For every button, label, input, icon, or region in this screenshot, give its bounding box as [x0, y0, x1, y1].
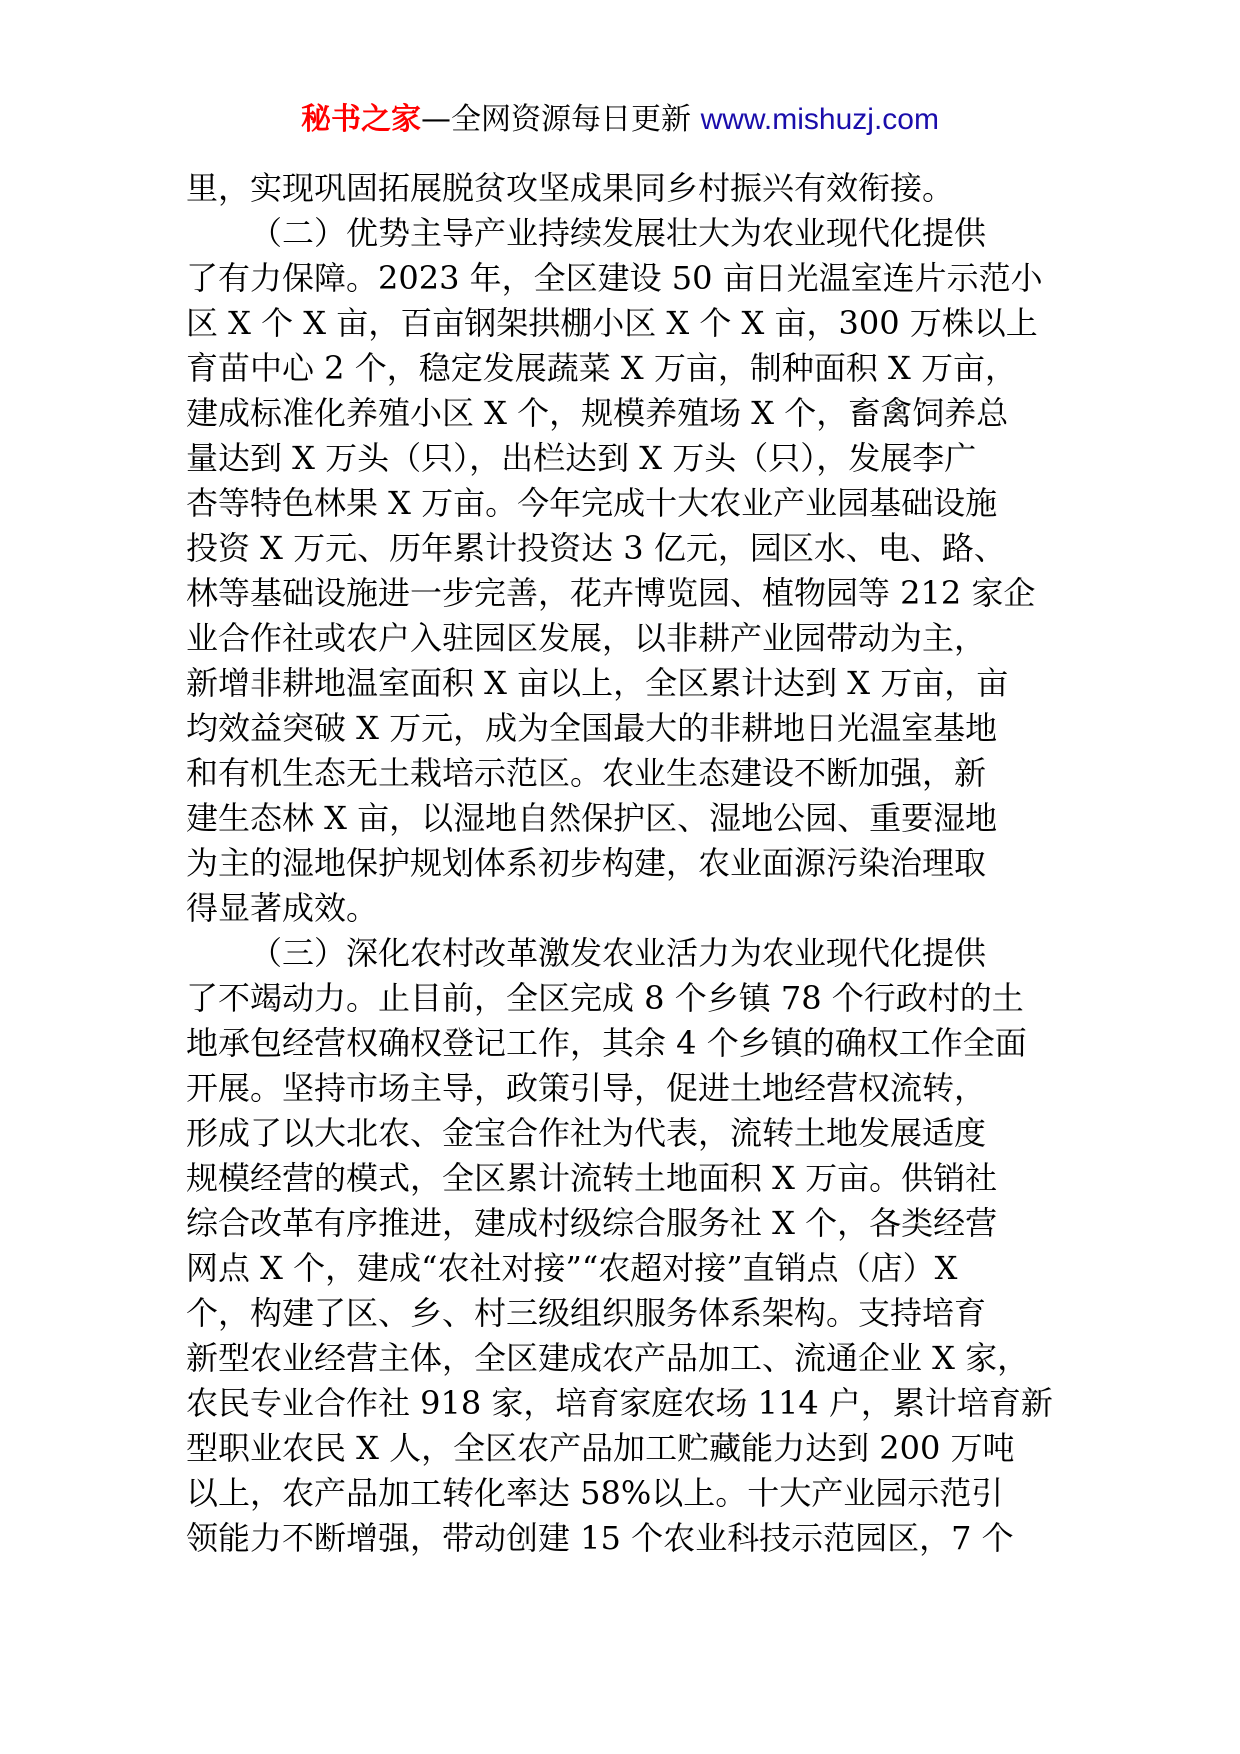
site-header	[0, 100, 1240, 140]
text-line: 杏等特色林果 X 万亩。今年完成十大农业产业园基础设施	[186, 484, 998, 522]
text-line: 形成了以大北农、金宝合作社为代表，流转土地发展适度	[186, 1114, 987, 1152]
text-line: 开展。坚持市场主导，政策引导，促进土地经营权流转，	[186, 1069, 987, 1107]
text-line: 地承包经营权确权登记工作，其余 4 个乡镇的确权工作全面	[186, 1024, 1027, 1062]
site-brand: 秘书之家	[301, 102, 422, 137]
text-line: 建生态林 X 亩，以湿地自然保护区、湿地公园、重要湿地	[186, 799, 998, 837]
text-line: 均效益突破 X 万元，成为全国最大的非耕地日光温室基地	[186, 709, 998, 747]
text-line: 和有机生态无土栽培示范区。农业生态建设不断加强，新	[186, 754, 987, 792]
section-heading-line: （三）深化农村改革激发农业活力为农业现代化提供	[250, 934, 987, 972]
text-line: 以上，农产品加工转化率达 58%以上。十大产业园示范引	[186, 1474, 1004, 1512]
text-line: 建成标准化养殖小区 X 个，规模养殖场 X 个，畜禽饲养总	[186, 394, 1009, 432]
text-line: 为主的湿地保护规划体系初步构建，农业面源污染治理取	[186, 844, 987, 882]
text-line: 新型农业经营主体，全区建成农产品加工、流通企业 X 家，	[186, 1339, 1030, 1377]
text-line: 业合作社或农户入驻园区发展，以非耕产业园带动为主，	[186, 619, 987, 657]
text-line: 规模经营的模式，全区累计流转土地面积 X 万亩。供销社	[186, 1159, 998, 1197]
text-line: 林等基础设施进一步完善，花卉博览园、植物园等 212 家企	[186, 574, 1036, 612]
document-body	[186, 166, 1066, 1561]
site-url-link[interactable]: www.mishuzj.com	[700, 103, 939, 136]
text-line: 投资 X 万元、历年累计投资达 3 亿元，园区水、电、路、	[186, 529, 1006, 567]
text-line: 网点 X 个，建成“农社对接”“农超对接”直销点（店）X	[186, 1249, 958, 1287]
text-line: 了有力保障。2023 年，全区建设 50 亩日光温室连片示范小	[186, 259, 1043, 297]
text-line: 得显著成效。	[186, 889, 379, 927]
text-line: 型职业农民 X 人，全区农产品加工贮藏能力达到 200 万吨	[186, 1429, 1015, 1467]
site-tagline: —全网资源每日更新	[421, 102, 701, 137]
text-line: 区 X 个 X 亩，百亩钢架拱棚小区 X 个 X 亩，300 万株以上	[186, 304, 1038, 342]
text-line: 量达到 X 万头（只），出栏达到 X 万头（只），发展李广	[186, 439, 977, 477]
section-heading-line: （二）优势主导产业持续发展壮大为农业现代化提供	[250, 214, 987, 252]
text-line: 新增非耕地温室面积 X 亩以上，全区累计达到 X 万亩，亩	[186, 664, 1009, 702]
text-line: 个，构建了区、乡、村三级组织服务体系架构。支持培育	[186, 1294, 987, 1332]
text-line: 育苗中心 2 个，稳定发展蔬菜 X 万亩，制种面积 X 万亩，	[186, 349, 1017, 387]
text-line: 农民专业合作社 918 家，培育家庭农场 114 户，累计培育新	[186, 1384, 1053, 1422]
text-line: 综合改革有序推进，建成村级综合服务社 X 个，各类经营	[186, 1204, 998, 1242]
text-line: 领能力不断增强，带动创建 15 个农业科技示范园区，7 个	[186, 1519, 1014, 1557]
text-line: 了不竭动力。止目前，全区完成 8 个乡镇 78 个行政村的土	[186, 979, 1024, 1017]
text-line: 里，实现巩固拓展脱贫攻坚成果同乡村振兴有效衔接。	[186, 169, 955, 207]
